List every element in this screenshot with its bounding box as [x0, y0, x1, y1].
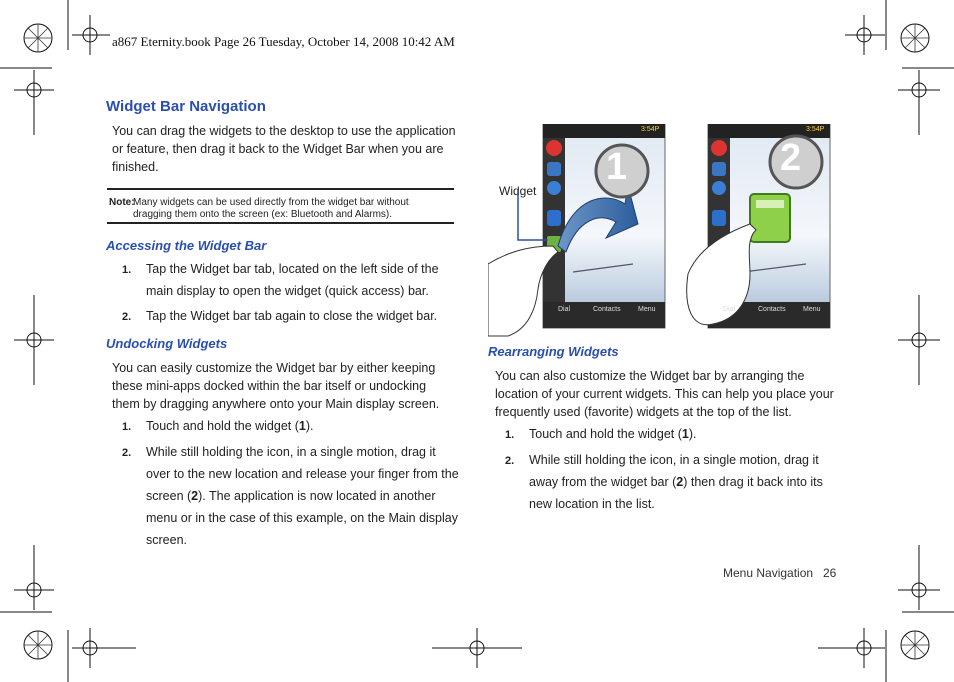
- print-header: a867 Eternity.book Page 26 Tuesday, October 14, 2008 10:42 AM: [112, 34, 455, 49]
- rearranging-intro: You can also customize the Widget bar by arranging the location of your current widgets. This can help you place your frequently used (favorite) widgets at the top of the list.: [495, 369, 834, 419]
- widget-callout-label: Widget: [499, 184, 537, 198]
- section-intro: You can drag the widgets to the desktop to use the application or feature, then drag it back to the Widget Bar when you are finished.: [112, 124, 456, 174]
- phone2-time: 3:54P: [806, 126, 825, 133]
- phone2-softkey-menu: Menu: [803, 306, 821, 313]
- rearranging-title: Rearranging Widgets: [488, 344, 619, 359]
- undocking-step-1-num: 1.: [122, 421, 132, 433]
- badge-2: 2: [780, 137, 802, 179]
- accessing-step-2-text: Tap the Widget bar tab again to close the widget bar.: [146, 309, 438, 323]
- accessing-step-1-num: 1.: [122, 264, 132, 276]
- undocking-step-2-num: 2.: [122, 447, 132, 459]
- section-title: Widget Bar Navigation: [106, 98, 266, 115]
- note-label: Note:: [109, 197, 135, 208]
- undocking-intro: You can easily customize the Widget bar by either keeping these mini-apps docked within the bar itself or undocking them by dragging anywhere onto your Main display screen.: [112, 361, 440, 411]
- rearranging-step-2-text: While still holding the icon, in a single motion, drag it away from the widget bar (2) then drag it back into its new location in the list.: [529, 453, 823, 511]
- phone2-softkey-dial: Dial: [723, 306, 736, 313]
- badge-1: 1: [606, 146, 628, 188]
- note-text: Many widgets can be used directly from the widget bar without dragging them onto the screen (ex: Bluetooth and Alarms).: [133, 197, 409, 220]
- phone1-time: 3:54P: [641, 126, 660, 133]
- page-number: 26: [823, 566, 837, 580]
- phone1-softkey-menu: Menu: [638, 306, 656, 313]
- note-box: [107, 188, 454, 224]
- phone1-softkey-dial: Dial: [558, 306, 571, 313]
- phone2-softkey-contacts: Contacts: [758, 306, 786, 313]
- undocking-step-1-text: Touch and hold the widget (1).: [146, 419, 314, 433]
- rearranging-step-1-text: Touch and hold the widget (1).: [529, 427, 697, 441]
- undocking-title: Undocking Widgets: [106, 336, 228, 351]
- rearranging-step-2-num: 2.: [505, 455, 515, 467]
- undocking-step-2-text: While still holding the icon, in a single motion, drag it over to the new location and release your finger from the screen (2). The application is now located in another menu or in the case of this example, on the Main display screen.: [146, 445, 459, 547]
- accessing-step-2-num: 2.: [122, 311, 132, 323]
- widget-figure: [488, 124, 838, 339]
- accessing-step-1-text: Tap the Widget bar tab, located on the left side of the main display to open the widget (quick access) bar.: [146, 262, 439, 298]
- phone1-softkey-contacts: Contacts: [593, 306, 621, 313]
- footer-section: Menu Navigation: [723, 566, 814, 580]
- rearranging-step-1-num: 1.: [505, 429, 515, 441]
- accessing-title: Accessing the Widget Bar: [106, 238, 267, 253]
